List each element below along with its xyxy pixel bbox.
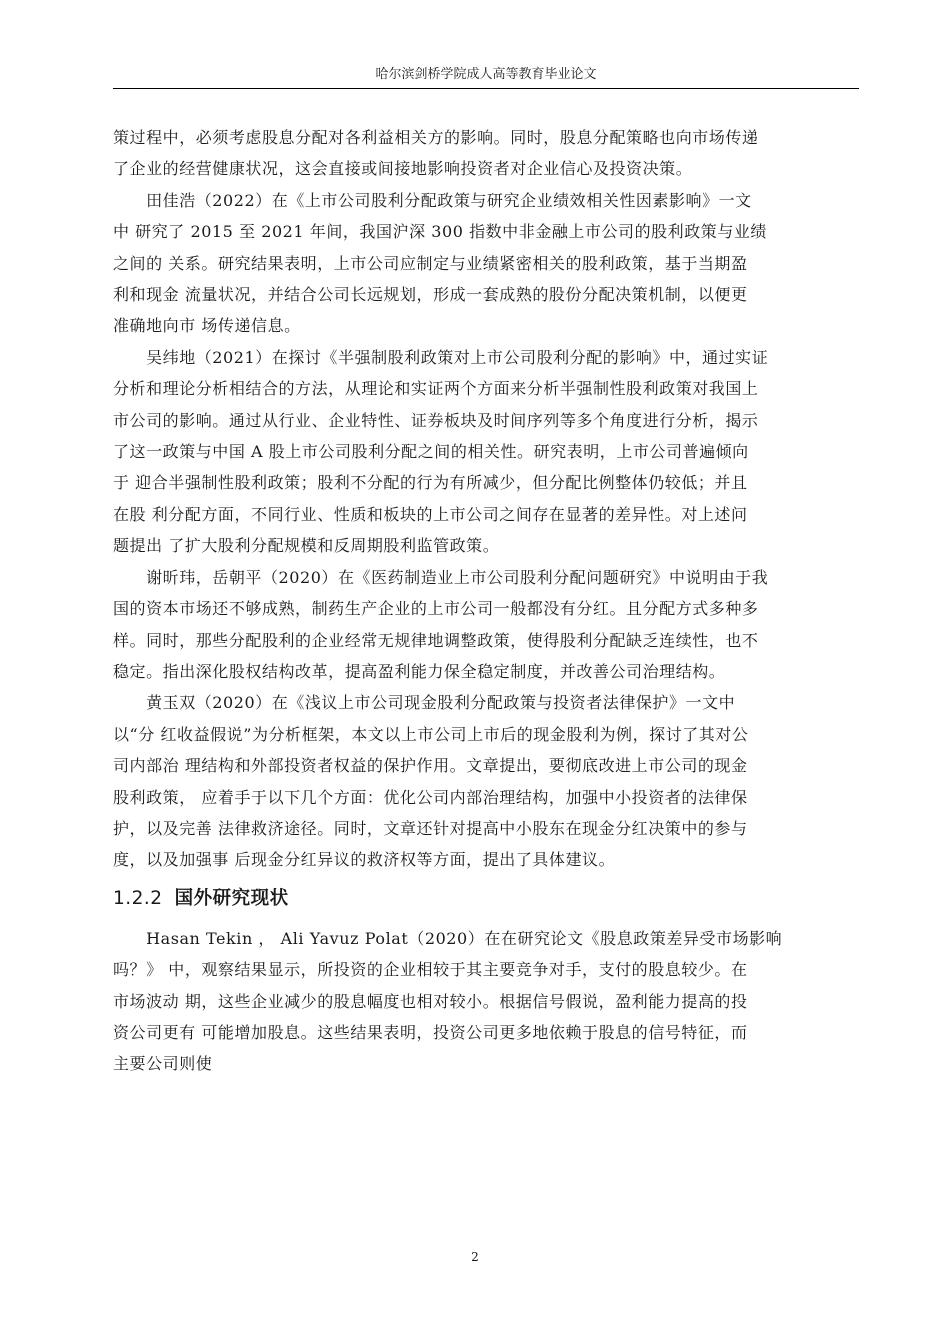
paragraph-huang-yushuang: [113, 687, 859, 875]
text-line: 主要公司则使: [113, 1054, 213, 1074]
text-line: 稳定。指出深化股权结构改革，提高盈利能力保全稳定制度，并改善公司治理结构。: [113, 661, 726, 681]
running-header: 哈尔滨剑桥学院成人高等教育毕业论文: [375, 67, 597, 82]
text-line: 吴纬地（2021）在探讨《半强制股利政策对上市公司股利分配的影响》中，通过实证: [113, 347, 769, 367]
paragraph-tian-jiahao: [113, 185, 859, 342]
section-number: 1.2.2: [113, 887, 163, 909]
text-line: 市场波动 期，这些企业减少的股息幅度也相对较小。根据信号假说，盈利能力提高的投: [113, 991, 748, 1011]
text-line: 护，以及完善 法律救济途径。同时，文章还针对提高中小股东在现金分红决策中的参与: [113, 818, 748, 838]
text-line: 样。同时，那些分配股利的企业经常无规律地调整政策，使得股利分配缺乏连续性，也不: [113, 630, 759, 650]
page-number: 2: [471, 1250, 479, 1264]
text-line: 谢昕玮，岳朝平（2020）在《医药制造业上市公司股利分配问题研究》中说明由于我: [113, 567, 769, 587]
text-line: 题提出 了扩大股利分配规模和反周期股利监管政策。: [113, 536, 500, 556]
text-line: 吗？》 中，观察结果显示，所投资的企业相较于其主要竞争对手，支付的股息较少。在: [113, 960, 748, 980]
text-line: 股利政策， 应着手于以下几个方面：优化公司内部治理结构，加强中小投资者的法律保: [113, 787, 748, 807]
header-rule: [113, 88, 859, 89]
section-title: 国外研究现状: [174, 887, 289, 909]
paragraph-wu-weidi: [113, 342, 859, 562]
text-line: 资公司更有 可能增加股息。这些结果表明，投资公司更多地依赖于股息的信号特征，而: [113, 1022, 748, 1042]
text-line: 了企业的经营健康状况，这会直接或间接地影响投资者对企业信心及投资决策。: [113, 159, 693, 179]
text-line: 司内部治 理结构和外部投资者权益的保护作用。文章提出，要彻底改进上市公司的现金: [113, 756, 748, 776]
text-line: 分析和理论分析相结合的方法，从理论和实证两个方面来分析半强制性股利政策对我国上: [113, 379, 759, 399]
text-line: 国的资本市场还不够成熟，制药生产企业的上市公司一般都没有分红。且分配方式多种多: [113, 599, 759, 619]
text-line: Hasan Tekin ， Ali Yavuz Polat（2020）在在研究论文《股息政策差异受市场影响: [113, 928, 783, 948]
text-line: 中 研究了 2015 至 2021 年间，我国沪深 300 指数中非金融上市公司的股利政策与业绩: [113, 222, 767, 242]
section-heading: [113, 881, 859, 917]
paragraph-hasan-tekin: [113, 923, 859, 1080]
text-line: 利和现金 流量状况，并结合公司长远规划，形成一套成熟的股份分配决策机制，以便更: [113, 285, 748, 305]
text-line: 于 迎合半强制性股利政策；股利不分配的行为有所减少，但分配比例整体仍较低；并且: [113, 473, 748, 493]
paragraph-xie-xinwei: [113, 562, 859, 688]
text-line: 市公司的影响。通过从行业、企业特性、证券板块及时间序列等多个角度进行分析，揭示: [113, 410, 759, 430]
text-line: 黄玉双（2020）在《浅议上市公司现金股利分配政策与投资者法律保护》一文中: [113, 693, 736, 713]
page-body: [113, 122, 859, 1080]
text-line: 之间的 关系。研究结果表明，上市公司应制定与业绩紧密相关的股利政策，基于当期盈: [113, 253, 748, 273]
text-line: 以“分 红收益假说”为分析框架，本文以上市公司上市后的现金股利为例，探讨了其对公: [113, 724, 749, 744]
text-line: 度，以及加强事 后现金分红异议的救济权等方面，提出了具体建议。: [113, 850, 616, 870]
text-line: 在股 利分配方面，不同行业、性质和板块的上市公司之间存在显著的差异性。对上述问: [113, 504, 748, 524]
text-line: 了这一政策与中国 A 股上市公司股利分配之间的相关性。研究表明，上市公司普遍倾向: [113, 442, 749, 462]
text-line: 田佳浩（2022）在《上市公司股利分配政策与研究企业绩效相关性因素影响》一文: [113, 190, 752, 210]
text-line: 策过程中，必须考虑股息分配对各利益相关方的影响。同时，股息分配策略也向市场传递: [113, 128, 759, 147]
paragraph-continuation: [113, 122, 859, 185]
text-line: 准确地向市 场传递信息。: [113, 316, 301, 336]
